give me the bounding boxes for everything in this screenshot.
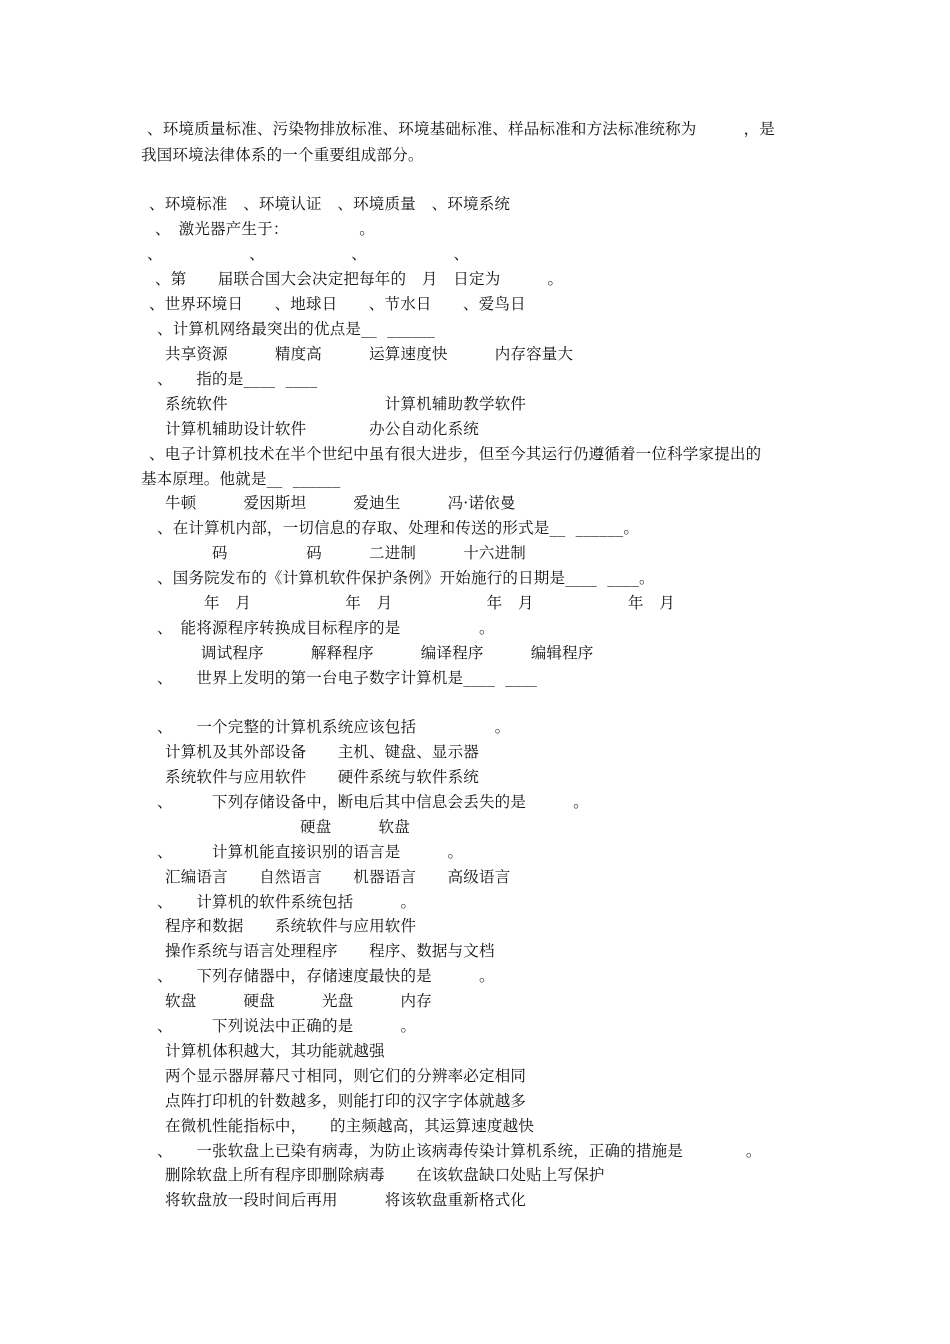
question-13-options: 汇编语言 自然语言 机器语言 高级语言: [165, 868, 511, 886]
question-17-options-a: 删除软盘上所有程序即删除病毒 在该软盘缺口处贴上写保护: [165, 1166, 605, 1184]
question-16-option-d: 在微机性能指标中， 的主频越高，其运算速度越快: [165, 1117, 535, 1135]
question-17-stem: 、 一张软盘上已染有病毒，为防止该病毒传染计算机系统，正确的措施是 。: [157, 1142, 762, 1160]
question-9-stem: 、 能将源程序转换成目标程序的是 。: [157, 619, 495, 637]
question-14-stem: 、 计算机的软件系统包括 。: [157, 893, 417, 911]
question-11-options-b: 系统软件与应用软件 硬件系统与软件系统: [165, 768, 480, 786]
question-15-options: 软盘 硬盘 光盘 内存: [165, 992, 432, 1010]
question-3-stem: 、第 届联合国大会决定把每年的 月 日定为 。: [155, 270, 564, 288]
question-8-stem: 、国务院发布的《计算机软件保护条例》开始施行的日期是____ ____。: [157, 569, 655, 587]
question-4-stem: 、计算机网络最突出的优点是__ ______: [157, 320, 435, 338]
question-6-stem-cont: 基本原理。他就是__ ______: [141, 470, 341, 488]
question-10-stem: 、 世界上发明的第一台电子数字计算机是____ ____: [157, 669, 538, 687]
question-9-options: 调试程序 解释程序 编译程序 编辑程序: [201, 644, 594, 662]
question-1-stem-cont: 我国环境法律体系的一个重要组成部分。: [141, 146, 424, 164]
question-1-stem: 、环境质量标准、污染物排放标准、环境基础标准、样品标准和方法标准统称为 ，是: [147, 120, 776, 138]
question-11-stem: 、 一个完整的计算机系统应该包括 。: [157, 718, 511, 736]
question-12-options: 硬盘 软盘: [300, 818, 410, 836]
question-2-stem: 、 激光器产生于： 。: [155, 220, 376, 238]
question-7-options: 码 码 二进制 十六进制: [212, 544, 527, 562]
question-3-options: 、世界环境日 、地球日 、节水日 、爱鸟日: [149, 295, 526, 313]
question-14-options-b: 操作系统与语言处理程序 程序、数据与文档: [165, 942, 495, 960]
question-16-option-c: 点阵打印机的针数越多，则能打印的汉字字体就越多: [165, 1092, 527, 1110]
question-17-options-b: 将软盘放一段时间后再用 将该软盘重新格式化: [165, 1191, 527, 1209]
question-12-stem: 、 下列存储设备中，断电后其中信息会丢失的是 。: [157, 793, 589, 811]
question-5-options-a: 系统软件 计算机辅助教学软件: [165, 395, 527, 413]
question-13-stem: 、 计算机能直接识别的语言是 。: [157, 843, 464, 861]
question-5-stem: 、 指的是____ ____: [157, 370, 318, 388]
question-15-stem: 、 下列存储器中，存储速度最快的是 。: [157, 967, 495, 985]
question-6-options: 牛顿 爱因斯坦 爱迪生 冯·诺依曼: [165, 494, 516, 512]
question-4-options: 共享资源 精度高 运算速度快 内存容量大: [165, 345, 574, 363]
question-11-options-a: 计算机及其外部设备 主机、键盘、显示器: [165, 743, 480, 761]
question-7-stem: 、在计算机内部，一切信息的存取、处理和传送的形式是__ ______。: [157, 519, 640, 537]
question-1-options: 、环境标准 、环境认证 、环境质量 、环境系统: [149, 195, 511, 213]
question-16-option-b: 两个显示器屏幕尺寸相同，则它们的分辨率必定相同: [165, 1067, 527, 1085]
question-6-stem: 、电子计算机技术在半个世纪中虽有很大进步，但至今其运行仍遵循着一位科学家提出的: [149, 445, 762, 463]
question-16-stem: 、 下列说法中正确的是 。: [157, 1017, 417, 1035]
question-14-options-a: 程序和数据 系统软件与应用软件: [165, 917, 417, 935]
question-8-options: 年 月 年 月 年 月 年 月: [204, 594, 676, 612]
question-16-option-a: 计算机体积越大，其功能就越强: [165, 1042, 385, 1060]
question-2-options: 、 、 、 、: [147, 245, 470, 263]
question-5-options-b: 计算机辅助设计软件 办公自动化系统: [165, 420, 480, 438]
